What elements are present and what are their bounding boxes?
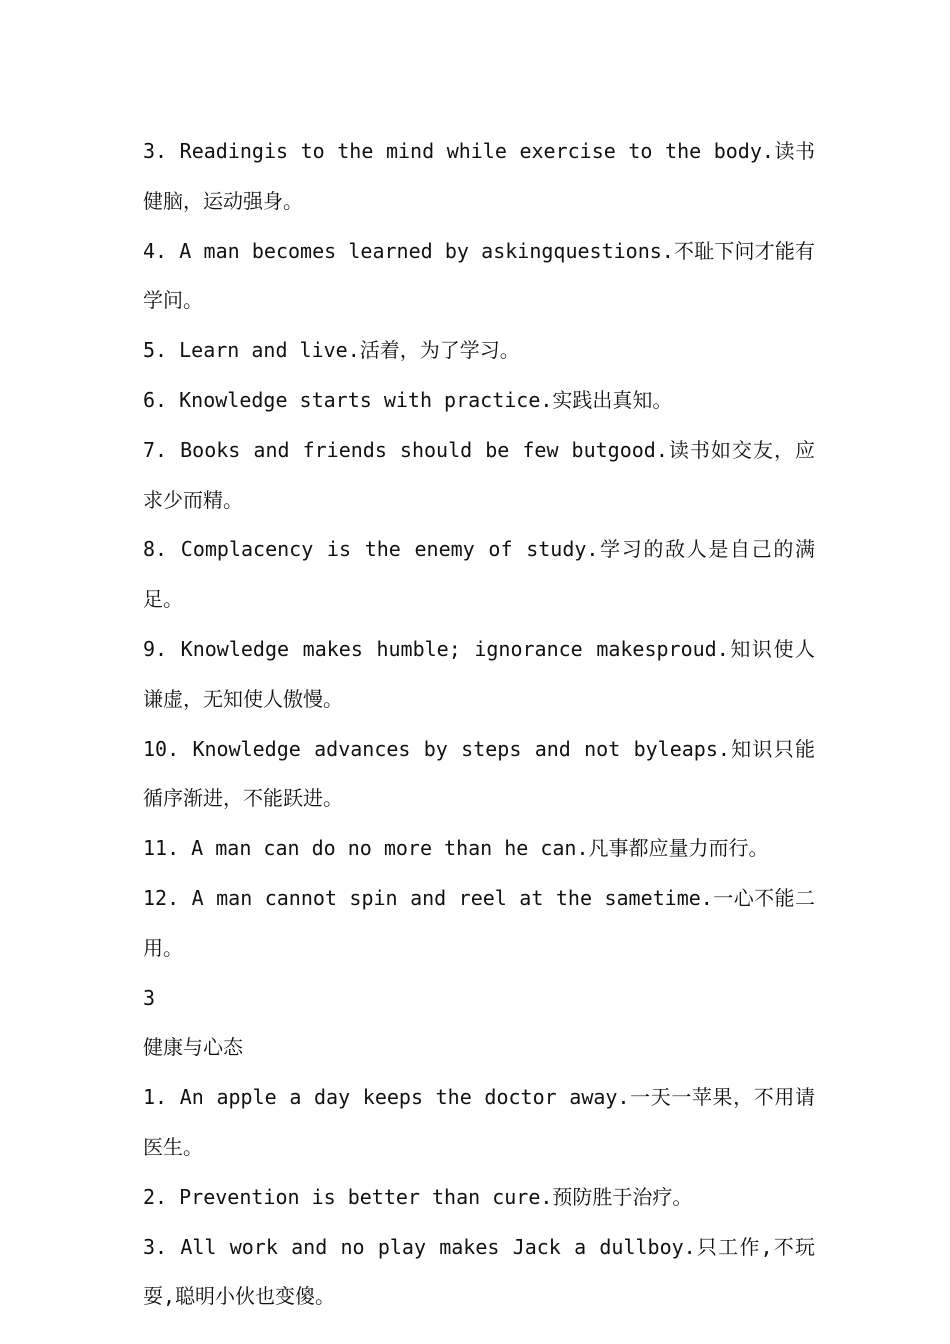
proverb-line: 1. An apple a day keeps the doctor away.一天一苹果，不用请医生。	[143, 1085, 815, 1159]
document-body	[143, 127, 815, 1322]
proverb-line: 10. Knowledge advances by steps and not byleaps.知识只能循序渐进，不能跃进。	[143, 736, 815, 811]
proverb-line: 3. Readingis to the mind while exercise to the body.读书健脑，运动强身。	[143, 139, 815, 213]
section-heading: 健康与心态	[143, 1035, 243, 1060]
proverb-line: 2. Prevention is better than cure.预防胜于治疗。	[143, 1184, 693, 1209]
proverb-line: 12. A man cannot spin and reel at the sametime.一心不能二用。	[143, 885, 815, 960]
section-number: 3	[143, 985, 156, 1010]
proverb-line: 7. Books and friends should be few butgood.读书如交友，应求少而精。	[143, 437, 815, 512]
proverb-line: 9. Knowledge makes humble; ignorance makesproud.知识使人谦虚，无知使人傲慢。	[143, 636, 815, 711]
proverb-line: 4. A man becomes learned by askingquestions.不耻下问才能有学问。	[143, 238, 815, 313]
proverb-line: 3. All work and no play makes Jack a dullboy.只工作,不玩耍,聪明小伙也变傻。	[143, 1234, 815, 1309]
proverb-line: 5. Learn and live.活着，为了学习。	[143, 338, 520, 363]
proverb-line: 8. Complacency is the enemy of study.学习的敌人是自己的满足。	[143, 537, 815, 612]
proverb-line: 11. A man can do no more than he can.凡事都应量力而行。	[143, 836, 769, 861]
proverb-line: 6. Knowledge starts with practice.实践出真知。	[143, 387, 673, 412]
